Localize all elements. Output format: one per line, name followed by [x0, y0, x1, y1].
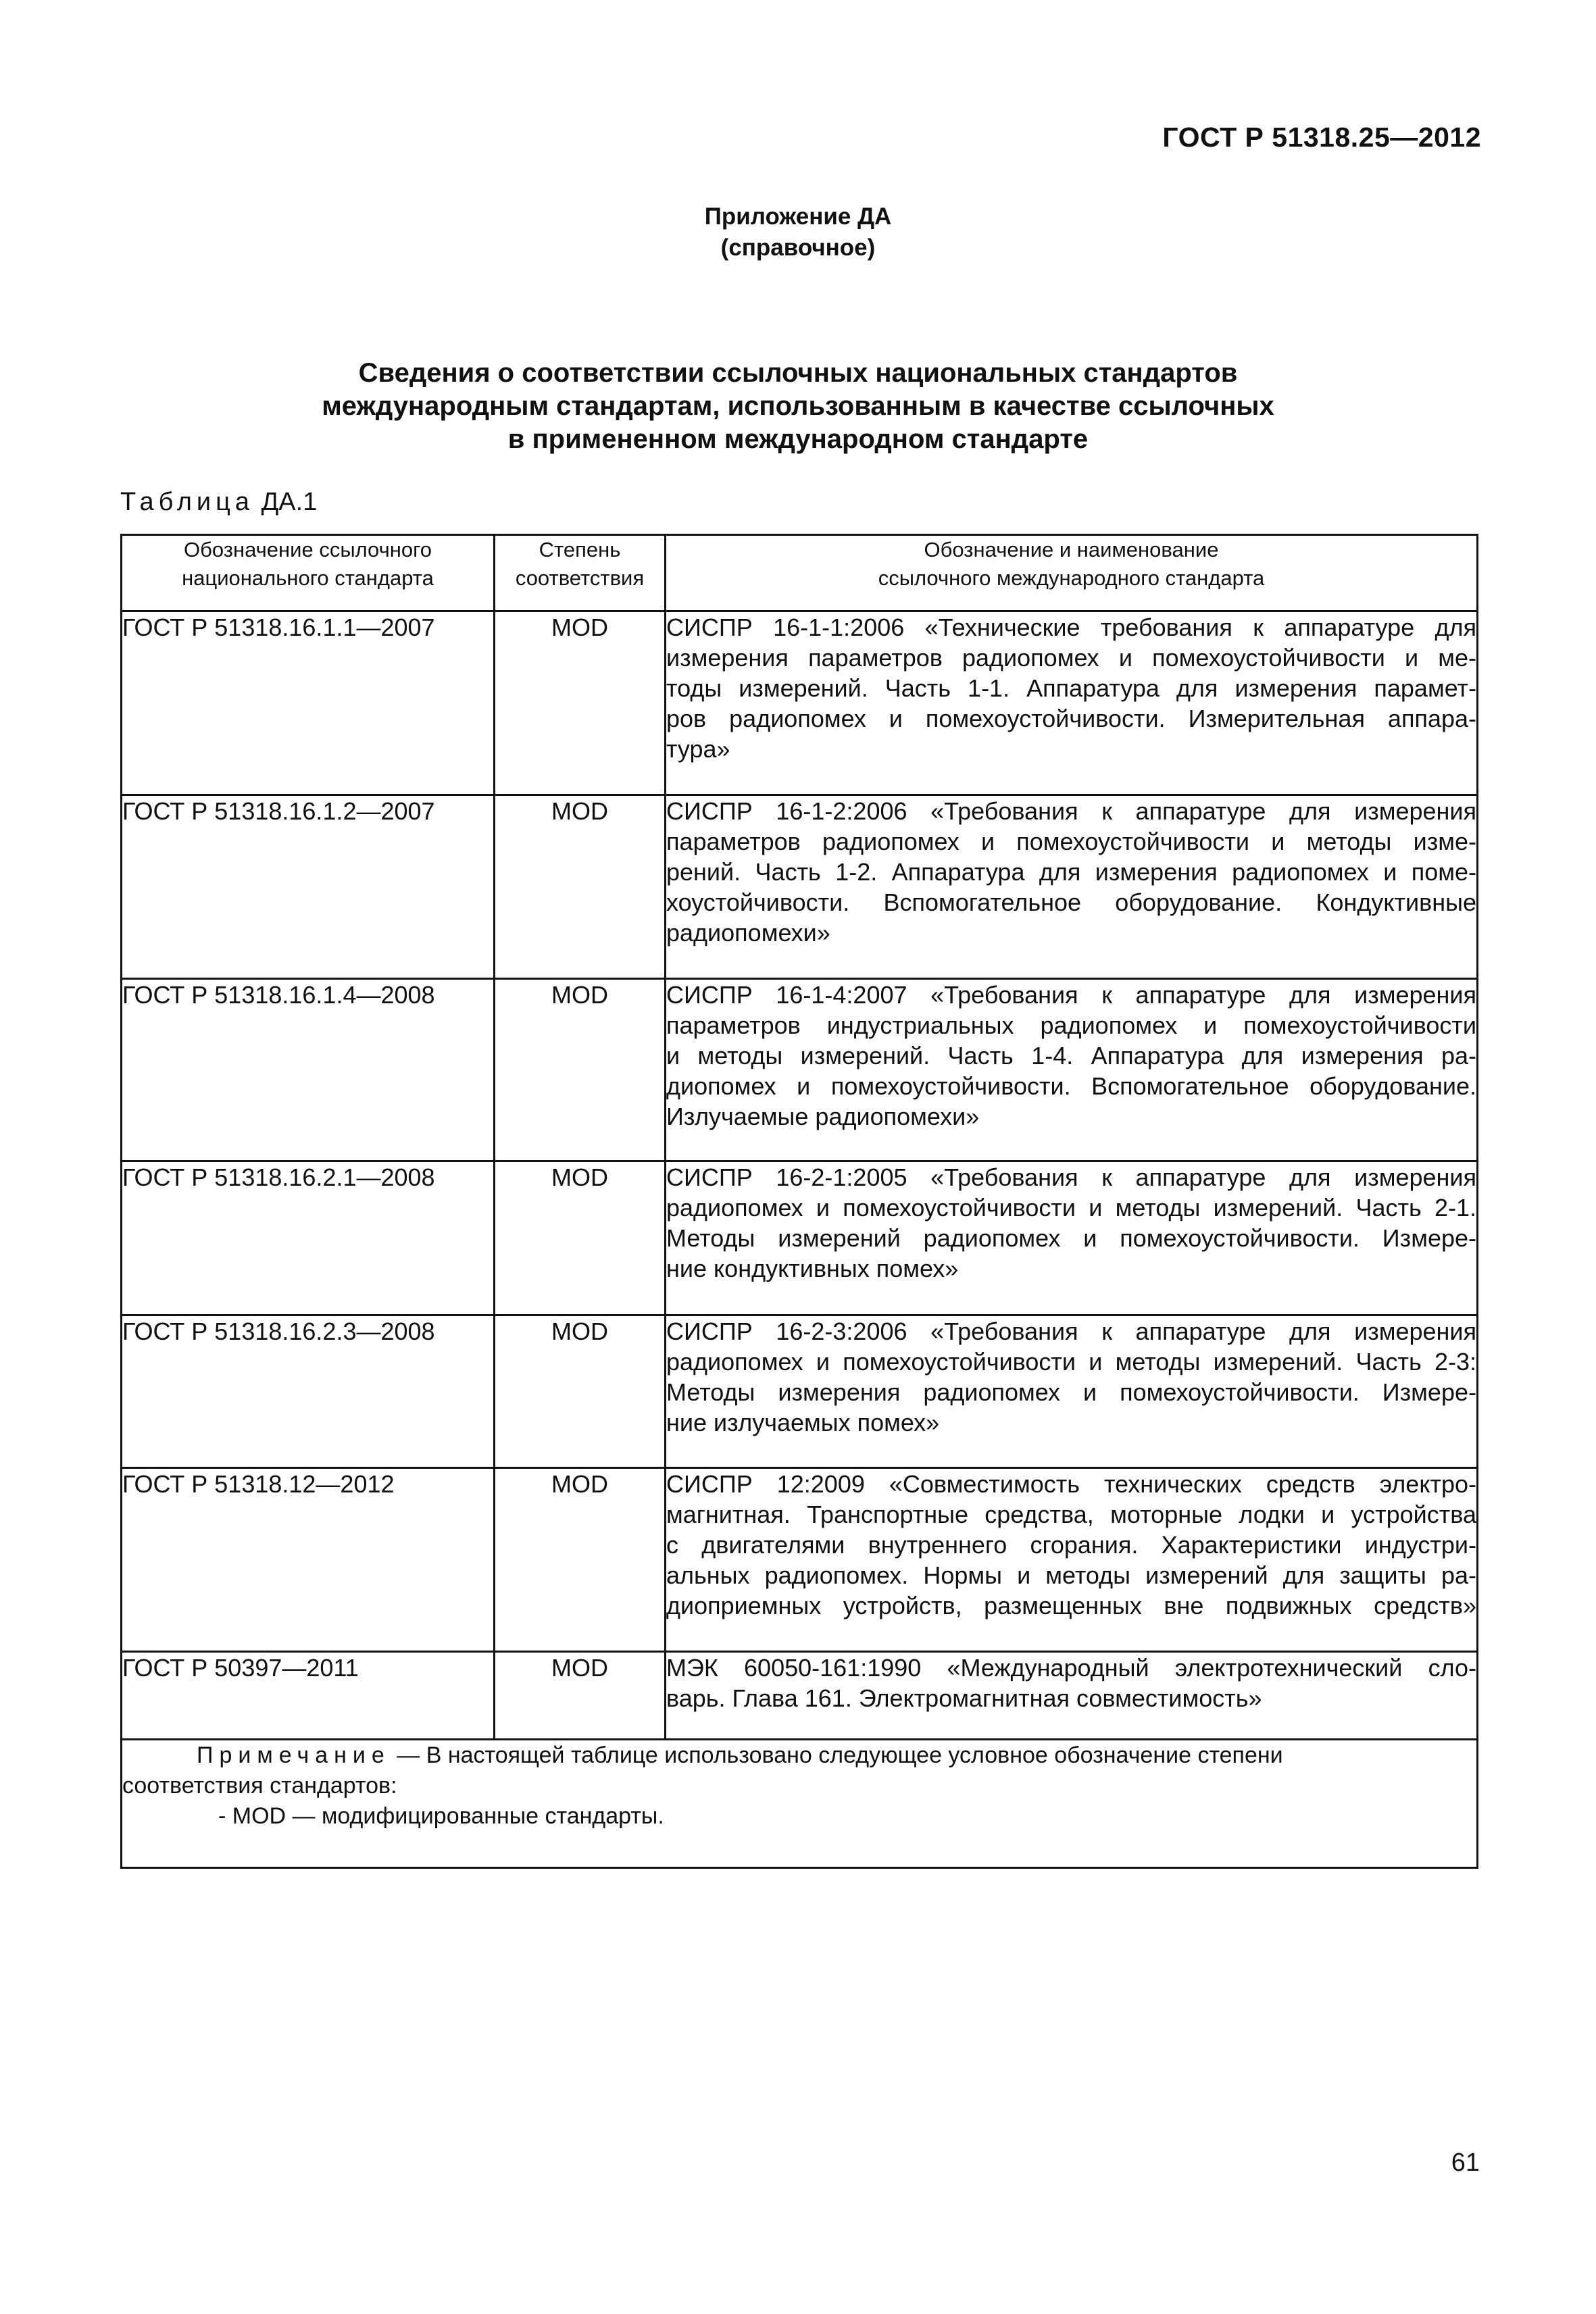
description-line: параметров радиопомех и помехоустойчивости и методы изме- — [666, 828, 1476, 855]
national-standard-code: ГОСТ Р 51318.16.1.4—2008 — [122, 979, 495, 1161]
description-line: рений. Часть 1-2. Аппаратура для измерения радиопомех и поме- — [666, 858, 1476, 886]
column-header-degree — [495, 535, 666, 611]
description-line: радиопомехи» — [666, 919, 830, 947]
table-caption-number: ДА.1 — [261, 488, 318, 516]
description-line: Методы измерения радиопомех и помехоустойчивости. Измере- — [666, 1378, 1476, 1406]
description-line: ние излучаемых помех» — [666, 1409, 940, 1436]
section-heading — [0, 357, 1596, 456]
description-line: измерения параметров радиопомех и помехоустойчивости и ме- — [666, 644, 1476, 672]
national-standard-code: ГОСТ Р 51318.16.1.1—2007 — [122, 611, 495, 795]
note-line: соответствия стандартов: — [122, 1773, 397, 1799]
degree-of-correspondence: MOD — [495, 1315, 666, 1468]
table-caption-label: Таблица — [120, 488, 254, 516]
page-number: 61 — [1451, 2148, 1480, 2177]
heading-line: международным стандартам, использованным в качестве ссылочных — [322, 391, 1274, 421]
national-standard-code: ГОСТ Р 50397—2011 — [122, 1652, 495, 1740]
description-line: с двигателями внутреннего сгорания. Характеристики индустри- — [666, 1531, 1476, 1559]
note-line — [122, 1740, 1476, 1771]
description-line: Методы измерений радиопомех и помехоустойчивости. Измере- — [666, 1224, 1476, 1252]
description-line: альных радиопомех. Нормы и методы измерений для защиты ра- — [666, 1561, 1476, 1589]
degree-of-correspondence: MOD — [495, 979, 666, 1161]
degree-of-correspondence: MOD — [495, 1161, 666, 1315]
note-text: — В настоящей таблице использовано следующее условное обозначение степени — [390, 1742, 1283, 1768]
description-line: СИСПР 12:2009 «Совместимость технических средств электро- — [666, 1470, 1476, 1498]
description-line: радиопомех и помехоустойчивости и методы измерений. Часть 2-1. — [666, 1194, 1476, 1222]
column-header-national-standard — [122, 535, 495, 611]
international-standard-description — [666, 611, 1478, 795]
reference-standards-table — [120, 534, 1478, 1869]
header-line: национального стандарта — [182, 566, 434, 590]
header-line: соответствия — [515, 566, 645, 590]
table-caption — [120, 488, 317, 517]
description-line: диопомех и помехоустойчивости. Вспомогательное оборудование. — [666, 1072, 1476, 1100]
international-standard-description — [666, 795, 1478, 979]
document-code: ГОСТ Р 51318.25—2012 — [1162, 122, 1481, 153]
description-line: хоустойчивости. Вспомогательное оборудование. Кондуктивные — [666, 888, 1476, 916]
header-line: Степень — [539, 538, 621, 561]
international-standard-description — [666, 1468, 1478, 1652]
header-line: ссылочного международного стандарта — [878, 566, 1265, 590]
description-line: диоприемных устройств, размещенных вне подвижных средств» — [666, 1592, 1476, 1619]
national-standard-code: ГОСТ Р 51318.16.2.3—2008 — [122, 1315, 495, 1468]
degree-of-correspondence: MOD — [495, 1468, 666, 1652]
degree-of-correspondence: MOD — [495, 1652, 666, 1740]
note-list-item: - MOD — модифицированные стандарты. — [218, 1803, 664, 1829]
table-row — [122, 1468, 1478, 1652]
description-line: параметров индустриальных радиопомех и помехоустойчивости — [666, 1011, 1476, 1039]
description-line: СИСПР 16-1-1:2006 «Технические требования к аппаратуре для — [666, 613, 1476, 641]
description-line: ние кондуктивных помех» — [666, 1255, 959, 1282]
description-line: магнитная. Транспортные средства, моторные лодки и устройства — [666, 1501, 1476, 1528]
description-line: тоды измерений. Часть 1-1. Аппаратура для измерения парамет- — [666, 674, 1476, 702]
table-note-row — [122, 1740, 1478, 1868]
description-line: Излучаемые радиопомехи» — [666, 1103, 980, 1130]
description-line: МЭК 60050-161:1990 «Международный электротехнический сло- — [666, 1654, 1476, 1682]
table-note — [122, 1740, 1478, 1868]
description-line: ров радиопомех и помехоустойчивости. Измерительная аппара- — [666, 705, 1476, 732]
table-row — [122, 1161, 1478, 1315]
description-line: радиопомех и помехоустойчивости и методы измерений. Часть 2-3: — [666, 1348, 1476, 1376]
international-standard-description — [666, 1161, 1478, 1315]
international-standard-description — [666, 979, 1478, 1161]
national-standard-code: ГОСТ Р 51318.12—2012 — [122, 1468, 495, 1652]
table-row — [122, 611, 1478, 795]
description-line: СИСПР 16-2-1:2005 «Требования к аппаратуре для измерения — [666, 1163, 1476, 1191]
description-line: варь. Глава 161. Электромагнитная совместимость» — [666, 1684, 1262, 1712]
description-line: СИСПР 16-1-4:2007 «Требования к аппаратуре для измерения — [666, 981, 1476, 1009]
description-line: тура» — [666, 735, 730, 763]
column-header-international-standard — [666, 535, 1478, 611]
appendix-subtitle: (справочное) — [720, 234, 876, 261]
international-standard-description — [666, 1315, 1478, 1468]
degree-of-correspondence: MOD — [495, 611, 666, 795]
description-line: СИСПР 16-1-2:2006 «Требования к аппаратуре для измерения — [666, 797, 1476, 825]
heading-line: Сведения о соответствии ссылочных национальных стандартов — [358, 358, 1238, 388]
header-line: Обозначение ссылочного — [184, 538, 432, 561]
national-standard-code: ГОСТ Р 51318.16.1.2—2007 — [122, 795, 495, 979]
appendix-title: Приложение ДА — [704, 203, 892, 230]
international-standard-description — [666, 1652, 1478, 1740]
table-row — [122, 1315, 1478, 1468]
table-header-row — [122, 535, 1478, 611]
national-standard-code: ГОСТ Р 51318.16.2.1—2008 — [122, 1161, 495, 1315]
degree-of-correspondence: MOD — [495, 795, 666, 979]
description-line: и методы измерений. Часть 1-4. Аппаратура для измерения ра- — [666, 1042, 1476, 1070]
description-line: СИСПР 16-2-3:2006 «Требования к аппаратуре для измерения — [666, 1317, 1476, 1345]
appendix-heading — [0, 201, 1596, 263]
note-label: Примечание — [197, 1742, 391, 1768]
heading-line: в примененном международном стандарте — [507, 424, 1089, 454]
header-line: Обозначение и наименование — [924, 538, 1219, 561]
table-row — [122, 795, 1478, 979]
table-row — [122, 1652, 1478, 1740]
table-row — [122, 979, 1478, 1161]
